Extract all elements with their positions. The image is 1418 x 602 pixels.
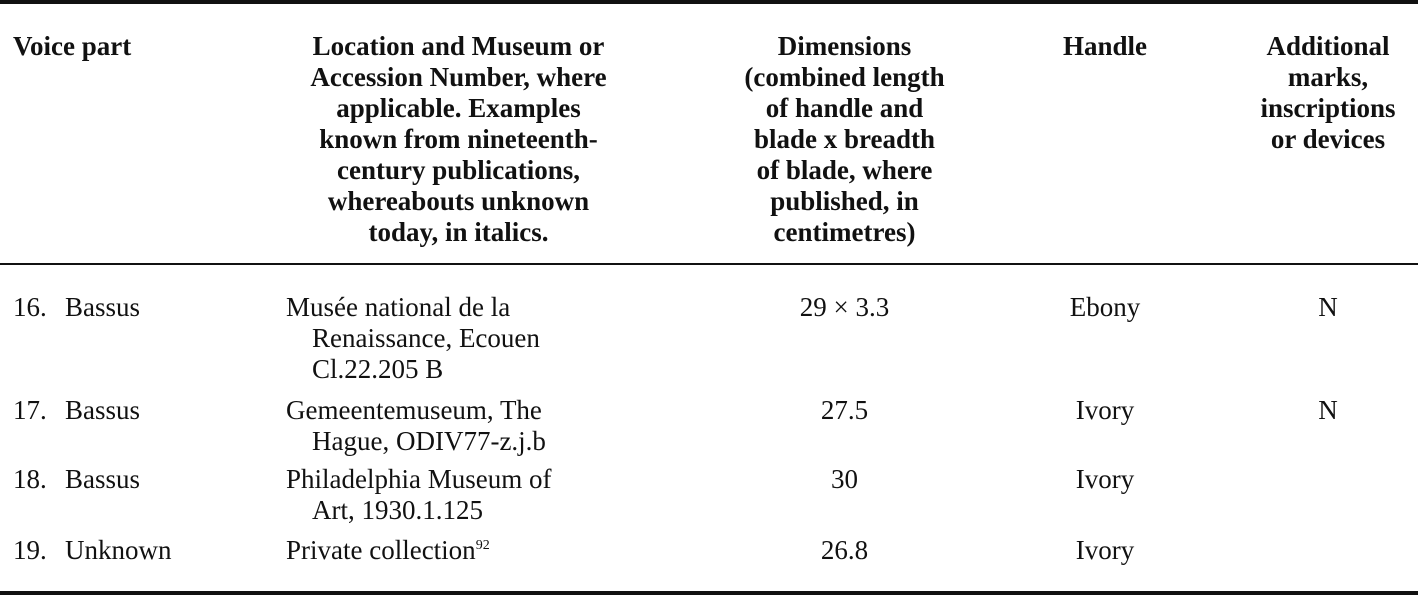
row-location-line: Cl.22.205 B [312, 354, 444, 384]
header-voice-part [13, 31, 243, 62]
row-handle: Ivory [1075, 464, 1135, 494]
row-marks: N [1318, 395, 1338, 425]
row-location [286, 292, 666, 385]
row-number: 18. [13, 464, 47, 494]
header-dimensions [712, 31, 977, 248]
header-location-line: whereabouts unknown [327, 186, 590, 216]
header-voice-part-text: Voice part [13, 31, 132, 61]
row-number: 19. [13, 535, 47, 565]
row-location-line: Philadelphia Museum of [286, 464, 552, 494]
row-number: 16. [13, 292, 47, 322]
row-location [286, 464, 666, 526]
row-location [286, 535, 666, 566]
header-dimensions-line: published, in [770, 186, 919, 216]
row-location [286, 395, 666, 457]
header-dimensions-line: of handle and [765, 93, 924, 123]
row-location-line: Gemeentemuseum, The [286, 395, 542, 425]
header-dimensions-line: (combined length [744, 62, 945, 92]
row-dimensions: 30 [831, 464, 858, 494]
row-handle: Ivory [1075, 395, 1135, 425]
header-handle [1010, 31, 1200, 62]
row-voice-part: Unknown [65, 535, 172, 565]
table-bottom-rule [0, 591, 1418, 595]
row-number: 17. [13, 395, 47, 425]
header-dimensions-line: centimetres) [773, 217, 916, 247]
header-location-line: century publications, [336, 155, 581, 185]
row-voice-part: Bassus [65, 395, 141, 425]
row-location-line: Private collection [286, 535, 476, 565]
header-dimensions-line: blade x breadth [753, 124, 936, 154]
header-location-line: applicable. Examples [336, 93, 581, 123]
header-handle-text: Handle [1062, 31, 1148, 61]
row-location-line: Art, 1930.1.125 [312, 495, 483, 525]
header-additional-marks [1238, 31, 1418, 155]
row-location-line: Renaissance, Ecouen [312, 323, 540, 353]
header-additional-line: or devices [1270, 124, 1386, 154]
footnote-marker: 92 [475, 538, 490, 553]
header-location-line: known from nineteenth- [319, 124, 598, 154]
header-additional-line: marks, [1287, 62, 1369, 92]
table-top-rule [0, 0, 1418, 4]
header-location-line: Accession Number, where [310, 62, 607, 92]
header-dimensions-line: Dimensions [777, 31, 912, 61]
header-location-line: today, in italics. [368, 217, 549, 247]
row-location-line: Hague, ODIV77-z.j.b [312, 426, 546, 456]
row-voice-part: Bassus [65, 464, 141, 494]
row-dimensions: 26.8 [820, 535, 869, 565]
row-handle: Ivory [1075, 535, 1135, 565]
row-voice-part: Bassus [65, 292, 141, 322]
row-dimensions: 29 × 3.3 [799, 292, 890, 322]
row-location-line: Musée national de la [286, 292, 511, 322]
header-location [276, 31, 641, 248]
header-additional-line: Additional [1266, 31, 1390, 61]
header-additional-line: inscriptions [1260, 93, 1396, 123]
row-handle: Ebony [1069, 292, 1141, 322]
row-dimensions: 27.5 [820, 395, 869, 425]
header-bottom-rule [0, 263, 1418, 265]
header-location-line: Location and Museum or [312, 31, 605, 61]
header-dimensions-line: of blade, where [756, 155, 933, 185]
row-marks: N [1318, 292, 1338, 322]
